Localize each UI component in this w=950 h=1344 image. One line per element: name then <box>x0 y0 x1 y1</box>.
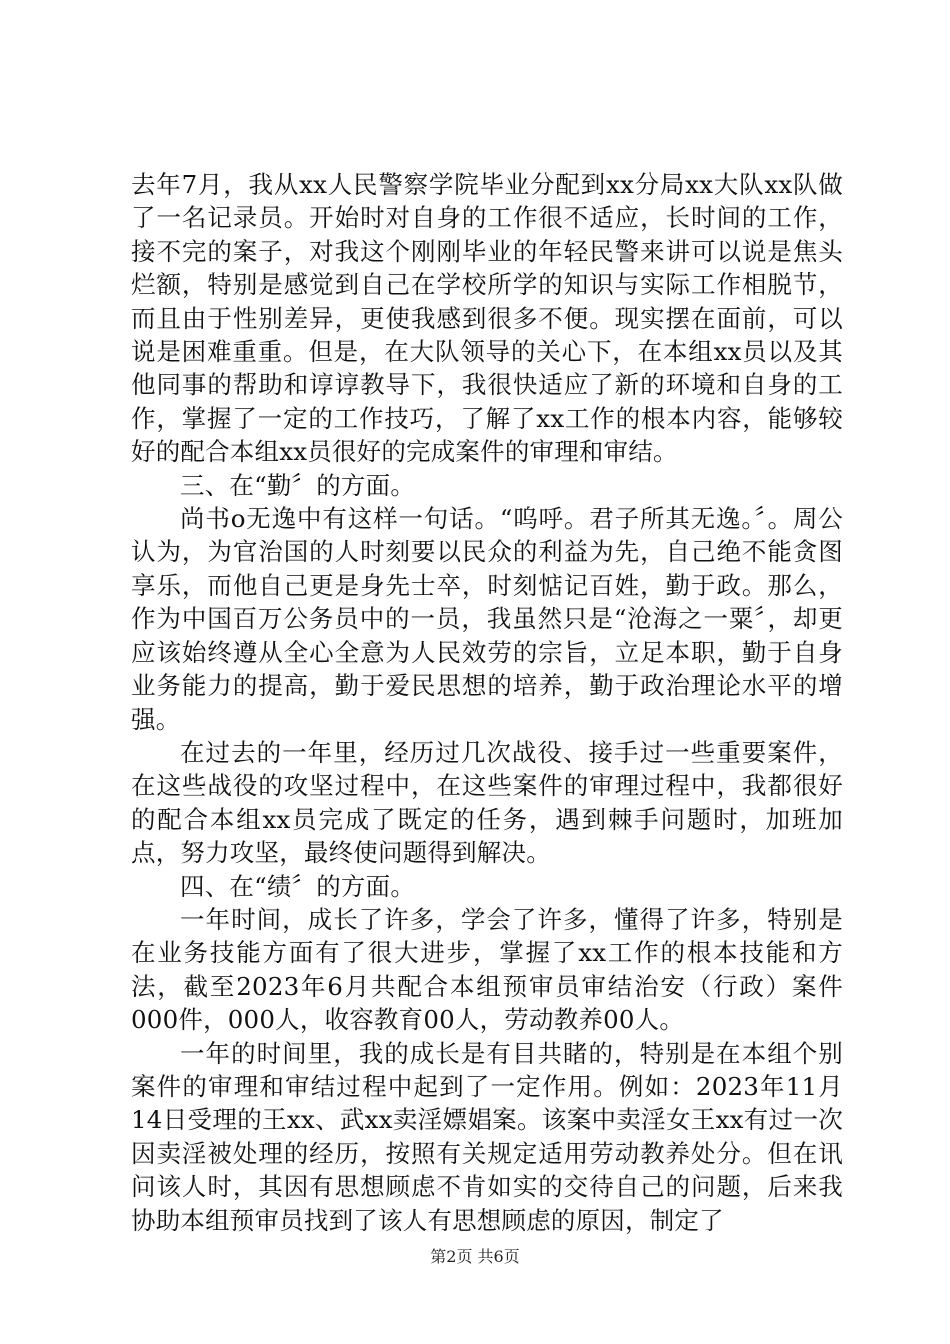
document-body <box>131 168 843 1237</box>
section-heading-achievements: 四、在“绩〞的方面。 <box>180 871 416 901</box>
paragraph-work-adaptation: 去年7月，我从xx人民警察学院毕业分配到xx分局xx大队xx队做了一名记录员。开始时对自身的工作很不适应，长时间的工作，接不完的案子，对我这个刚刚毕业的年轻民警来讲可以说是焦头烂额，特别是感觉到自己在学校所学的知识与实际工作相脱节，而且由于性别差异，更使我感到很多不便。现实摆在面前，可以说是困难重重。但是，在大队领导的关心下，在本组xx员以及其他同事的帮助和谆谆教导下，我很快适应了新的环境和自身的工作，掌握了一定的工作技巧，了解了xx工作的根本内容，能够较好的配合本组xx员很好的完成案件的审理和审结。 <box>131 170 843 467</box>
paragraph-past-year-cases: 在过去的一年里，经历过几次战役、接手过一些重要案件，在这些战役的攻坚过程中，在这些案件的审理过程中，我都很好的配合本组xx员完成了既定的任务，遇到棘手问题时，加班加点，努力攻坚，最终使问题得到解决。 <box>131 737 843 868</box>
paragraph-diligence-quote: 尚书o无逸中有这样一句话。“呜呼。君子所其无逸。〞。周公认为，为官治国的人时刻要以民众的利益为先，自己绝不能贪图享乐，而他自己更是身先士卒，时刻惦记百姓，勤于政。那么，作为中国百万公务员中的一员，我虽然只是“沧海之一粟〞，却更应该始终遵从全心全意为人民效劳的宗旨，立足本职，勤于自身业务能力的提高，勤于爱民思想的培养，勤于政治理论水平的增强。 <box>131 504 843 734</box>
section-heading-diligence: 三、在“勤〞的方面。 <box>180 470 416 500</box>
paragraph-achievement-stats: 一年时间，成长了许多，学会了许多，懂得了许多，特别是在业务技能方面有了很大进步，掌握了xx工作的根本技能和方法，截至2023年6月共配合本组预审员审结治安（行政）案件000件，000人，收容教育00人，劳动教养00人。 <box>131 904 843 1035</box>
page-number-footer: 第2页 共6页 <box>430 1247 520 1266</box>
paragraph-case-example: 一年的时间里，我的成长是有目共睹的，特别是在本组个别案件的审理和审结过程中起到了一定作用。例如：2023年11月14日受理的王xx、武xx卖淫嫖娼案。该案中卖淫女王xx有过一次因卖淫被处理的经历，按照有关规定适用劳动教养处分。但在讯问该人时，其因有思想顾虑不肯如实的交待自己的问题，后来我协助本组预审员找到了该人有思想顾虑的原因，制定了 <box>131 1038 843 1235</box>
